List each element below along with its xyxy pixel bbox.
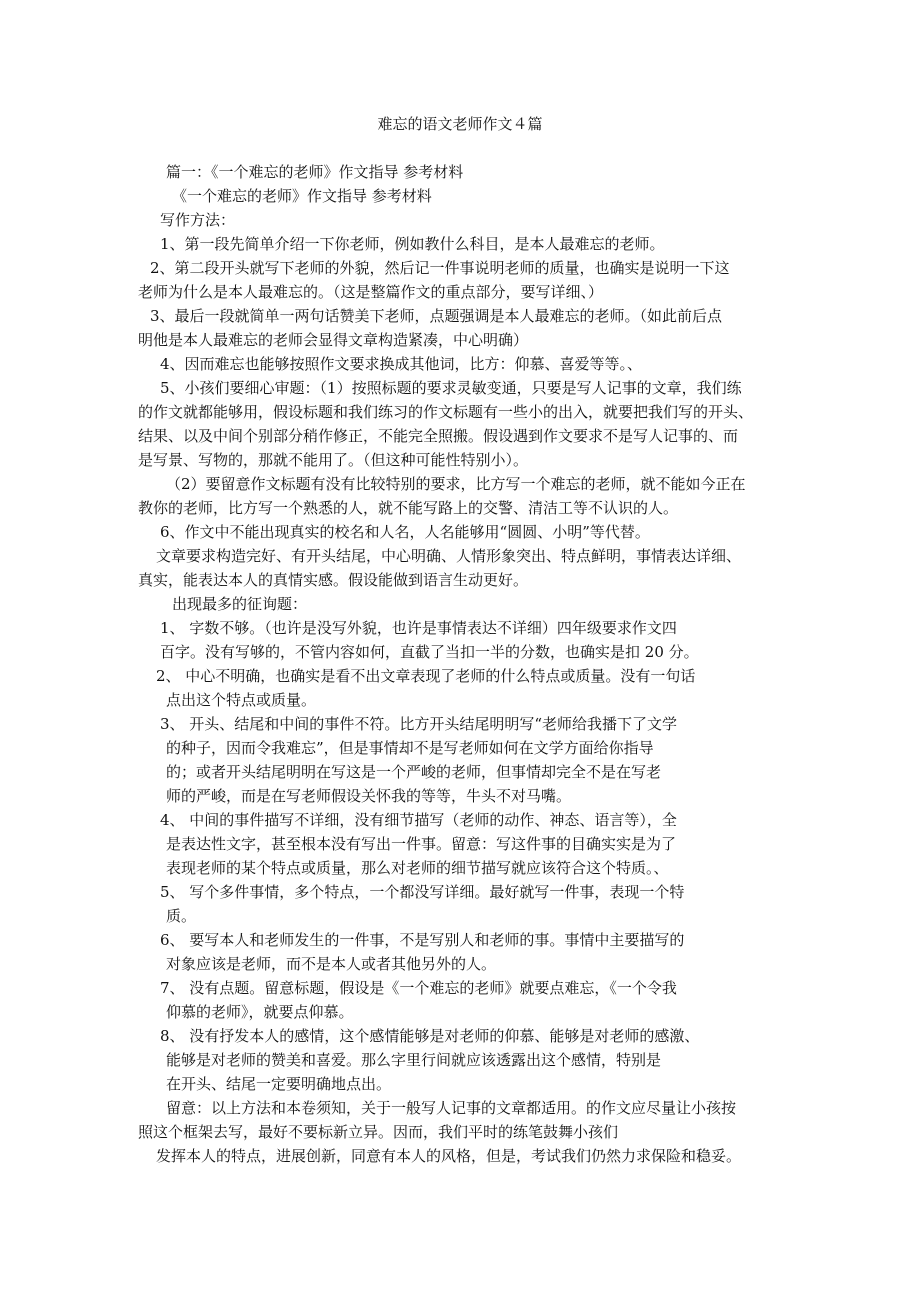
text-line: 点出这个特点或质量。 <box>166 691 317 709</box>
text-line: 篇一：《一个难忘的老师》作文指导 参考材料 <box>166 163 464 181</box>
text-line: 7、 没有点题。留意标题，假设是《一个难忘的老师》就要点难忘，《一个令我 <box>160 979 677 997</box>
text-line: 留意：以上方法和本卷须知，关于一般写人记事的文章都适用。的作文应尽量让小孩按 <box>166 1099 737 1117</box>
text-line: 3、最后一段就简单一两句话赞美下老师，点题强调是本人最难忘的老师。（如此前后点 <box>150 307 723 325</box>
text-line: 4、因而难忘也能够按照作文要求换成其他词，比方：仰慕、喜爱等等。、 <box>160 355 643 373</box>
text-line: 3、 开头、结尾和中间的事件不符。比方开头结尾明明写“老师给我播下了文学 <box>160 715 677 733</box>
text-line: 2、 中心不明确，也确实是看不出文章表现了老师的什么特点或质量。没有一句话 <box>156 667 696 685</box>
text-line: 文章要求构造完好、有开头结尾，中心明确、人情形象突出、特点鲜明，事情表达详细、 <box>156 547 742 565</box>
text-line: 的作文就都能够用，假设标题和我们练习的作文标题有一些小的出入，就要把我们写的开头、 <box>138 403 754 421</box>
text-line: 能够是对老师的赞美和喜爱。那么字里行间就应该透露出这个感情，特别是 <box>166 1051 662 1069</box>
text-line: 5、小孩们要细心审题：（1）按照标题的要求灵敏变通，只要是写人记事的文章，我们练 <box>160 379 742 397</box>
text-line: 出现最多的征询题： <box>172 595 308 613</box>
text-line: 4、 中间的事件描写不详细，没有细节描写（老师的动作、神态、语言等），全 <box>160 811 677 829</box>
text-line: 明他是本人最难忘的老师会显得文章构造紧凑，中心明确） <box>138 331 529 349</box>
text-line: 表现老师的某个特点或质量，那么对老师的细节描写就应该符合这个特质。、 <box>166 859 669 877</box>
text-line: 结果、以及中间个别部分稍作修正，不能完全照搬。假设遇到作文要求不是写人记事的、而 <box>138 427 739 445</box>
text-line: 5、 写个多件事情，多个特点，一个都没写详细。最好就写一件事，表现一个特 <box>160 883 685 901</box>
text-line: 6、作文中不能出现真实的校名和人名，人名能够用“圆圆、小明”等代替。 <box>160 523 650 541</box>
document-body <box>138 160 790 1168</box>
text-line: 老师为什么是本人最难忘的。（这是整篇作文的重点部分，要写详细、） <box>138 283 604 301</box>
text-line: 《一个难忘的老师》作文指导 参考材料 <box>172 187 432 205</box>
text-line: 质。 <box>166 907 197 925</box>
text-line: 照这个框架去写，最好不要标新立异。因而，我们平时的练笔鼓舞小孩们 <box>138 1123 619 1141</box>
text-line: 教你的老师，比方写一个熟悉的人，就不能写路上的交警、清洁工等不认识的人。 <box>138 499 679 517</box>
text-line: 百字。没有写够的，不管内容如何，直截了当扣一半的分数，也确实是扣 20 分。 <box>160 643 699 661</box>
text-line: 真实，能表达本人的真情实感。假设能做到语言生动更好。 <box>138 571 529 589</box>
text-line: 在开头、结尾一定要明确地点出。 <box>166 1075 392 1093</box>
text-line: （2）要留意作文标题有没有比较特别的要求，比方写一个难忘的老师，就不能如今正在 <box>166 475 746 493</box>
text-line: 仰慕的老师》，就要点仰慕。 <box>166 1003 354 1021</box>
text-line: 是表达性文字，甚至根本没有写出一件事。留意：写这件事的目确实实是为了 <box>166 835 677 853</box>
text-line: 8、 没有抒发本人的感情，这个感情能够是对老师的仰慕、能够是对老师的感激、 <box>160 1027 700 1045</box>
text-line: 的；或者开头结尾明明在写这是一个严峻的老师，但事情却完全不是在写老 <box>166 763 662 781</box>
text-line: 发挥本人的特点，进展创新，同意有本人的风格，但是，考试我们仍然力求保险和稳妥。 <box>156 1147 742 1165</box>
text-line: 2、第二段开头就写下老师的外貌，然后记一件事说明老师的质量，也确实是说明一下这 <box>150 259 730 277</box>
text-line: 写作方法： <box>160 211 236 229</box>
text-line: 对象应该是老师，而不是本人或者其他另外的人。 <box>166 955 497 973</box>
text-line: 1、 字数不够。（也许是没写外貌，也许是事情表达不详细）四年级要求作文四 <box>160 619 677 637</box>
text-line: 6、 要写本人和老师发生的一件事，不是写别人和老师的事。事情中主要描写的 <box>160 931 685 949</box>
text-line: 是写景、写物的，那就不能用了。（但这种可能性特别小）。 <box>138 451 529 469</box>
text-line: 师的严峻，而是在写老师假设关怀我的等等，牛头不对马嘴。 <box>166 787 572 805</box>
text-line: 1、第一段先简单介绍一下你老师，例如教什么科目，是本人最难忘的老师。 <box>160 235 665 253</box>
text-line: 的种子，因而令我难忘”，但是事情却不是写老师如何在文学方面给你指导 <box>166 739 654 757</box>
document-title: 难忘的语文老师作文４篇 <box>377 115 543 133</box>
